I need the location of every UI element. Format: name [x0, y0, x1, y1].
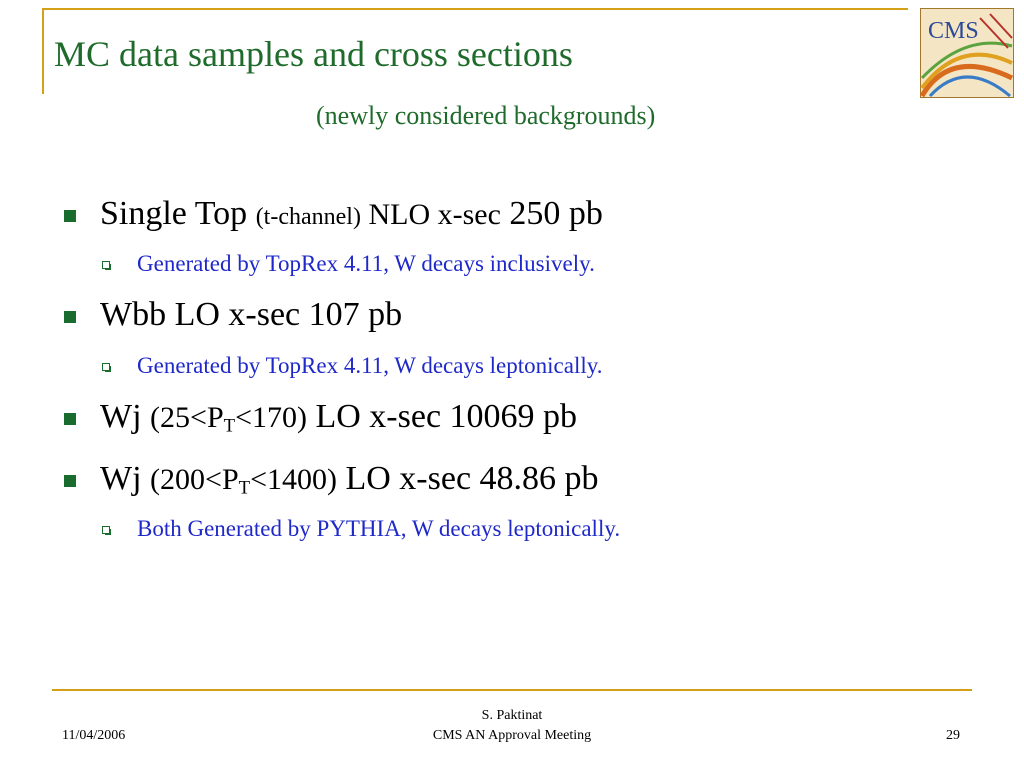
bullet-text-part: (25<P	[150, 401, 224, 434]
bullet-text-part: 250 pb	[500, 195, 603, 232]
bullet-text-part: LO x-sec 10069 pb	[306, 398, 578, 435]
bullet-text-part: Single Top	[100, 195, 256, 232]
bullet-square-icon	[64, 311, 76, 323]
sub-bullet-item: Generated by TopRex 4.11, W decays leptonically.	[137, 353, 603, 378]
bullet-item	[100, 298, 402, 332]
sub-bullet-item: Both Generated by PYTHIA, W decays leptonically.	[137, 516, 621, 541]
bullet-text-part: Wj	[100, 460, 151, 497]
cms-logo	[920, 8, 1014, 98]
footer-meeting: CMS AN Approval Meeting	[432, 728, 592, 743]
bullet-text-part: LO x-sec 48.86 pb	[336, 460, 599, 497]
bullet-item	[100, 460, 599, 499]
bullet-square-icon	[64, 413, 76, 425]
bullet-text-part: Wj	[100, 398, 151, 435]
footer-date: 11/04/2006	[62, 728, 126, 743]
bullet-text-part: (t-channel)	[255, 204, 361, 230]
bullet-item	[100, 197, 603, 231]
sub-bullet-box-icon	[102, 261, 110, 269]
bullet-square-icon	[64, 210, 76, 222]
bullet-text-part: Wbb LO x-sec 107 pb	[100, 296, 403, 333]
bullet-text-part: T	[223, 415, 236, 437]
cms-logo-text: CMS	[928, 18, 979, 44]
footer-center	[412, 706, 612, 746]
footer-page-number: 29	[946, 728, 960, 743]
title-frame-vertical-line	[42, 8, 44, 94]
footer-divider-line	[52, 689, 972, 691]
sub-bullet-box-icon	[102, 526, 110, 534]
sub-bullet-box-icon	[102, 363, 110, 371]
bullet-item	[100, 398, 578, 437]
bullet-text-part: <170)	[235, 401, 307, 434]
footer-author: S. Paktinat	[481, 708, 543, 723]
bullet-text-part: NLO x-sec	[360, 198, 501, 231]
title-frame-horizontal-line	[42, 8, 908, 10]
bullet-text-part: (200<P	[150, 463, 239, 496]
slide-subtitle: (newly considered backgrounds)	[316, 101, 656, 130]
bullet-text-part: <1400)	[250, 463, 337, 496]
slide-title: MC data samples and cross sections	[54, 34, 573, 74]
bullet-square-icon	[64, 475, 76, 487]
bullet-text-part: T	[238, 477, 251, 499]
sub-bullet-item: Generated by TopRex 4.11, W decays inclusively.	[137, 251, 595, 276]
